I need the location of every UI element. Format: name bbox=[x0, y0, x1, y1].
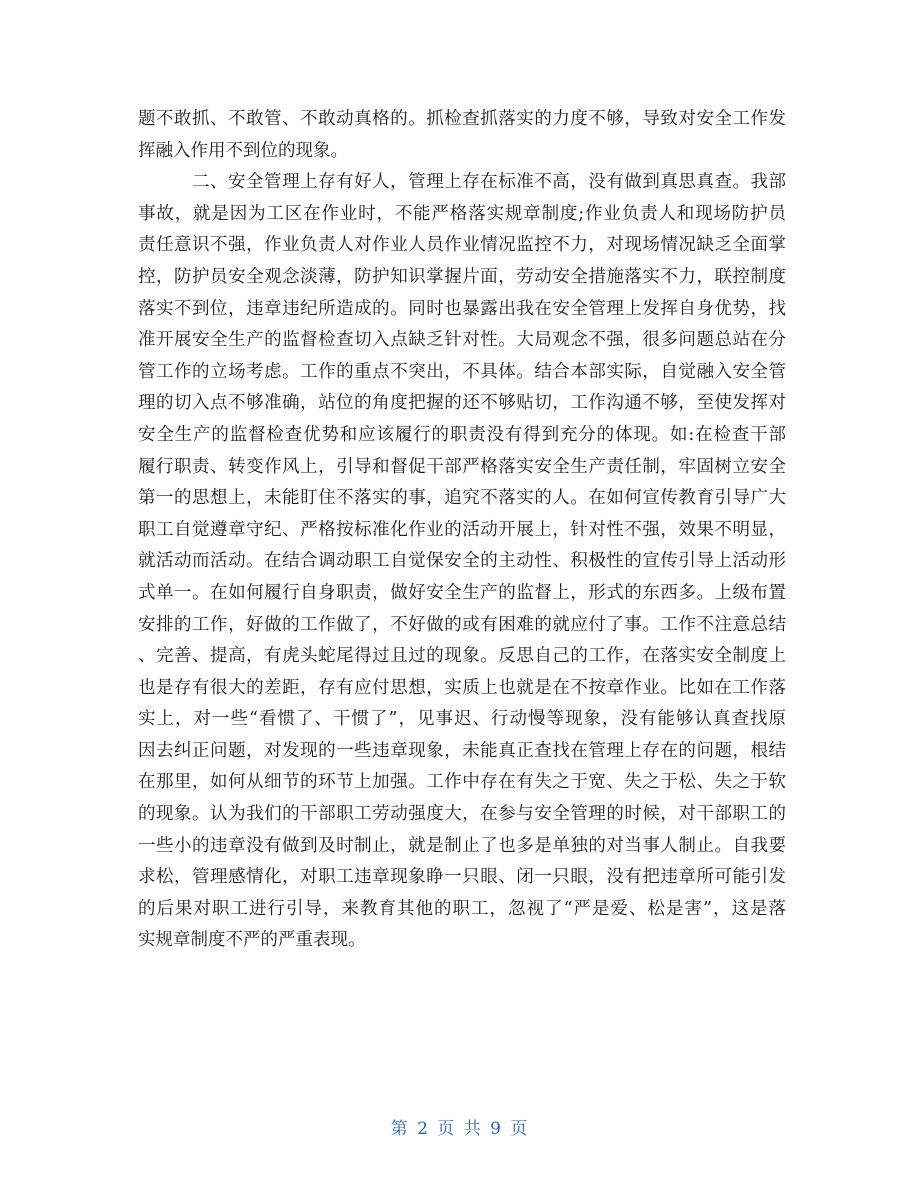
text-line: 因去纠正问题，对发现的一些违章现象，未能真正查找在管理上存在的问题，根结 bbox=[138, 740, 786, 761]
text-line: 实上，对一些“看惯了、干惯了”，见事迟、行动慢等现象，没有能够认真查找原 bbox=[138, 709, 786, 730]
text-line: 、完善、提高，有虎头蛇尾得过且过的现象。反思自己的工作，在落实安全制度上 bbox=[138, 646, 786, 667]
text-line: 落实不到位，违章违纪所造成的。同时也暴露出我在安全管理上发挥自身优势，找 bbox=[138, 298, 786, 319]
text-line: 职工自觉遵章守纪、严格按标准化作业的活动开展上，针对性不强，效果不明显， bbox=[138, 519, 786, 540]
text-line: 一些小的违章没有做到及时制止，就是制止了也多是单独的对当事人制止。自我要 bbox=[138, 835, 786, 856]
text-line: 安排的工作，好做的工作做了，不好做的或有困难的就应付了事。工作不注意总结 bbox=[138, 614, 786, 635]
text-line: 第一的思想上，未能盯住不落实的事，追究不落实的人。在如何宣传教育引导广大 bbox=[138, 488, 786, 509]
text-line: 安全生产的监督检查优势和应该履行的职责没有得到充分的体现。如:在检查干部 bbox=[138, 424, 786, 445]
text-line: 二、安全管理上存有好人，管理上存在标准不高，没有做到真思真查。我部 bbox=[192, 172, 786, 193]
text-line: 准开展安全生产的监督检查切入点缺乏针对性。大局观念不强，很多问题总站在分 bbox=[138, 330, 786, 351]
page-number-label: 第 2 页 共 9 页 bbox=[390, 1119, 530, 1139]
text-line: 题不敢抓、不敢管、不敢动真格的。抓检查抓落实的力度不够，导致对安全工作发 bbox=[138, 109, 786, 129]
text-line: 管工作的立场考虑。工作的重点不突出，不具体。结合本部实际，自觉融入安全管 bbox=[138, 361, 786, 382]
text-line: 事故，就是因为工区在作业时，不能严格落实规章制度;作业负责人和现场防护员 bbox=[138, 203, 786, 224]
paragraph-2 bbox=[138, 167, 786, 957]
text-line: 式单一。在如何履行自身职责，做好安全生产的监督上，形式的东西多。上级布置 bbox=[138, 582, 786, 603]
text-line: 在那里，如何从细节的环节上加强。工作中存在有失之于宽、失之于松、失之于软 bbox=[138, 772, 786, 793]
text-line: 控，防护员安全观念淡薄，防护知识掌握片面，劳动安全措施落实不力，联控制度 bbox=[138, 266, 786, 287]
text-line: 责任意识不强，作业负责人对作业人员作业情况监控不力，对现场情况缺乏全面掌 bbox=[138, 235, 786, 256]
page-footer bbox=[0, 1114, 920, 1139]
text-line: 的现象。认为我们的干部职工劳动强度大，在参与安全管理的时候，对干部职工的 bbox=[138, 804, 786, 825]
text-line: 履行职责、转变作风上，引导和督促干部严格落实安全生产责任制，牢固树立安全 bbox=[138, 456, 786, 477]
text-line: 就活动而活动。在结合调动职工自觉保安全的主动性、积极性的宣传引导上活动形 bbox=[138, 551, 786, 572]
document-body bbox=[138, 104, 786, 957]
text-line: 的后果对职工进行引导，来教育其他的职工，忽视了“严是爱、松是害”，这是落 bbox=[138, 898, 786, 919]
paragraph-1 bbox=[138, 104, 786, 167]
text-line: 求松，管理感情化，对职工违章现象睁一只眼、闭一只眼，没有把违章所可能引发 bbox=[138, 867, 786, 888]
text-line: 也是存有很大的差距，存有应付思想，实质上也就是在不按章作业。比如在工作落 bbox=[138, 677, 786, 698]
text-line: 理的切入点不够准确，站位的角度把握的还不够贴切，工作沟通不够，至使发挥对 bbox=[138, 393, 786, 414]
text-line: 挥融入作用不到位的现象。 bbox=[138, 140, 348, 161]
text-line: 实规章制度不严的严重表现。 bbox=[138, 930, 366, 951]
